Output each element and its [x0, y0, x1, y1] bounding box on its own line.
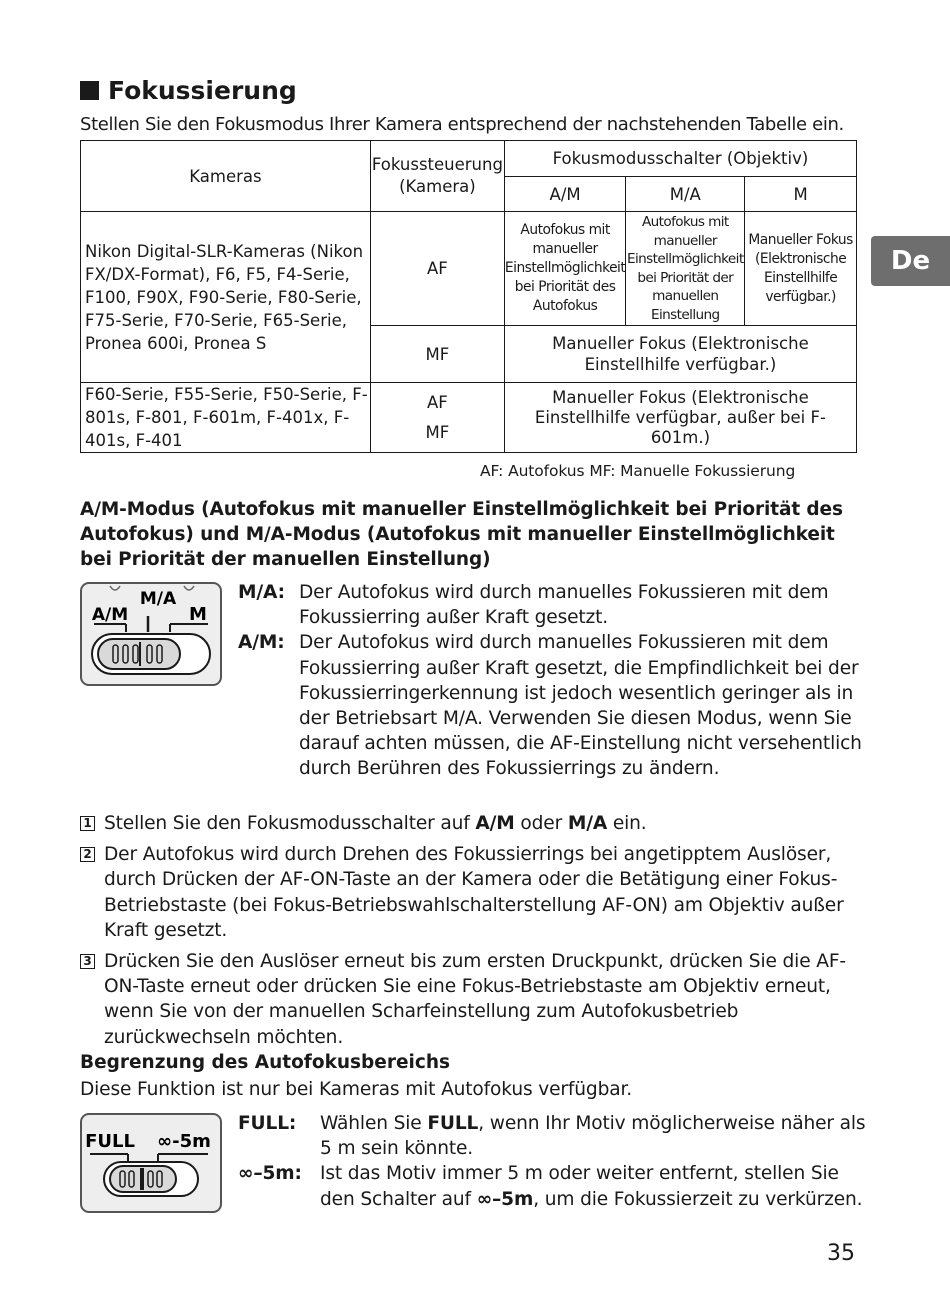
header-focus-control: Fokussteuerung (Kamera): [370, 141, 504, 212]
switch-label-am: A/M: [91, 605, 129, 625]
header-m: M: [745, 177, 857, 212]
step-number-1: 1: [80, 816, 95, 831]
switch-label-full: FULL: [85, 1131, 135, 1152]
limit-intro: Diese Funktion ist nur bei Kameras mit Autofokus verfügbar.: [80, 1079, 633, 1100]
row2-all: Manueller Fokus (Elektronische Einstellhilfe verfügbar, außer bei F-601m.): [504, 383, 856, 453]
header-ma: M/A: [626, 177, 745, 212]
intro-text: Stellen Sie den Fokusmodus Ihrer Kamera entsprechend der nachstehenden Tabelle ein.: [80, 114, 844, 135]
step-3: [80, 949, 870, 1050]
switch-label-inf: ∞-5m: [157, 1131, 211, 1152]
section-title: [80, 76, 297, 105]
steps-list: [80, 811, 870, 1050]
step-2: [80, 842, 870, 943]
step-number-2: 2: [80, 847, 95, 862]
row1-mf: MF: [370, 326, 504, 383]
section-title-text: Fokussierung: [108, 76, 297, 105]
step-1: [80, 811, 870, 836]
language-tab: De: [871, 236, 950, 286]
step-3-text: Drücken Sie den Auslöser erneut bis zum ersten Druckpunkt, drücken Sie die AF-ON-Taste erneut oder drücken Sie eine Fokus-Betriebstaste am Objektiv erneut, wenn Sie von der manuellen Scharfeinstellung zum Autofokusbetrieb zurückwechseln möchten.: [104, 951, 846, 1048]
ma-definition: [238, 580, 868, 630]
row2-af: AF: [427, 392, 448, 412]
step-number-3: 3: [80, 954, 95, 969]
row1-af: AF: [370, 212, 504, 326]
step-2-text: Der Autofokus wird durch Drehen des Fokussierrings bei angetipptem Auslöser, durch Drücken der AF-ON-Taste an der Kamera oder die Betätigung einer Fokus-Betriebstaste (bei Fokus-Betriebswahlschalterstellung AF-ON) am Objektiv außer Kraft gesetzt.: [104, 844, 844, 941]
limit-heading: Begrenzung des Autofokusbereichs: [80, 1052, 450, 1073]
inf-term: ∞–5m:: [238, 1163, 302, 1185]
row1-af-m: Manueller Fokus (Elektronische Einstellhilfe verfügbar.): [745, 212, 857, 326]
ma-text: Der Autofokus wird durch manuelles Fokussieren mit dem Fokussierring außer Kraft gesetzt.: [299, 582, 829, 629]
row1-mf-all: Manueller Fokus (Elektronische Einstellhilfe verfügbar.): [504, 326, 856, 383]
full-text: Wählen Sie FULL, wenn Ihr Motiv möglicherweise näher als 5 m sein könnte.: [320, 1113, 866, 1160]
limit-definitions: [238, 1111, 868, 1212]
am-definition: [238, 630, 868, 781]
header-focus-switch: Fokusmodusschalter (Objektiv): [504, 141, 856, 177]
table-legend: AF: Autofokus MF: Manuelle Fokussierung: [480, 462, 796, 480]
step-1-text: Stellen Sie den Fokusmodusschalter auf A/M oder M/A ein.: [104, 813, 647, 834]
row2-cameras: F60-Serie, F55-Serie, F50-Serie, F-801s, F-801, F-601m, F-401x, F-401s, F-401: [81, 383, 371, 453]
page-number: 35: [827, 1241, 855, 1266]
focus-mode-switch-illustration: [80, 582, 222, 686]
ma-term: M/A:: [238, 582, 285, 603]
header-cameras: Kameras: [81, 141, 371, 212]
switch-label-ma: M/A: [139, 589, 177, 609]
am-term: A/M:: [238, 632, 285, 654]
row2-modes: [370, 383, 504, 453]
full-definition: [238, 1111, 868, 1161]
row2-mf: MF: [425, 422, 450, 442]
row1-cameras: Nikon Digital-SLR-Kameras (Nikon FX/DX-Format), F6, F5, F4-Serie, F100, F90X, F90-Serie, F80-Serie, F75-Serie, F70-Serie, F65-Serie, Pronea 600i, Pronea S: [81, 212, 371, 383]
mode-definitions: [238, 580, 868, 782]
header-am: A/M: [504, 177, 625, 212]
am-ma-heading: A/M-Modus (Autofokus mit manueller Einstellmöglichkeit bei Priorität des Autofokus) und M/A-Modus (Autofokus mit manueller Einstellmöglichkeit bei Priorität der manuellen Einstellung): [80, 499, 843, 570]
row1-af-ma: Autofokus mit manueller Einstellmöglichkeit bei Priorität der manuellen Einstellung: [626, 212, 745, 326]
am-text: Der Autofokus wird durch manuelles Fokussieren mit dem Fokussierring außer Kraft gesetzt, die Empfindlichkeit bei der Fokussierringerkennung ist jedoch wesentlich geringer als in der Betriebsart M/A. Verwenden Sie diesen Modus, wenn Sie darauf achten müssen, die AF-Einstellung nicht versehentlich durch Berühren des Fokussierrings zu ändern.: [299, 632, 862, 780]
inf-definition: [238, 1161, 868, 1211]
full-term: FULL:: [238, 1113, 297, 1134]
square-bullet-icon: [80, 81, 99, 100]
inf-text: Ist das Motiv immer 5 m oder weiter entfernt, stellen Sie den Schalter auf ∞–5m, um die Fokussierzeit zu verkürzen.: [320, 1163, 863, 1210]
row1-af-am: Autofokus mit manueller Einstellmöglichkeit bei Priorität des Autofokus: [504, 212, 625, 326]
focus-limit-switch-illustration: [80, 1113, 222, 1213]
focus-mode-table: [80, 140, 857, 453]
switch-label-m: M: [189, 604, 207, 625]
